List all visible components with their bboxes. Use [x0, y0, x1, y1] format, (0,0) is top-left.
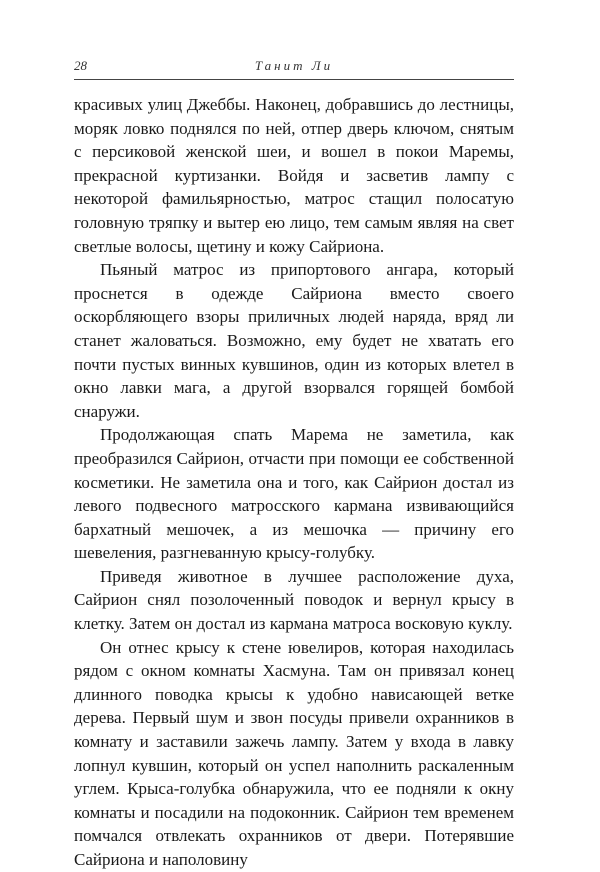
paragraph: Продолжающая спать Марема не заметила, как преобразился Сайрион, отчасти при помощи ее собственной косметики. Не заметила она и того, как Сайрион достал из левого подвесного матросского кармана извивающийся бархатный мешочек, а из мешочка — причину его шевеления, разгневанную крысу-голубку.: [74, 425, 514, 563]
paragraph-continued: красивых улиц Джеббы. Наконец, добравшись до лестницы, моряк ловко поднялся по ней, отпер дверь ключом, снятым с персиковой женской шеи, и вошел в покои Маремы, прекрасной куртизанки. Войдя и засветив лампу с некоторой фамильярностью, матрос стащил полосатую головную тряпку и вытер ею лицо, тем самым являя на свет светлые волосы, щетину и кожу Сайриона.: [74, 95, 514, 256]
paragraph: Пьяный матрос из припортового ангара, который проснется в одежде Сайриона вместо своего оскорбляющего взоры приличных людей наряда, вряд ли станет жаловаться. Возможно, ему будет не хватать его почти пустых винных кувшинов, один из которых влетел в окно лавки мага, а другой взорвался горящей бомбой снаружи.: [74, 260, 514, 421]
running-header: [74, 58, 514, 78]
body-text: [74, 93, 514, 872]
paragraph: Приведя животное в лучшее расположение духа, Сайрион снял позолоченный поводок и вернул крысу в клетку. Затем он достал из кармана матроса восковую куклу.: [74, 566, 514, 634]
running-title-author: Танит Ли: [254, 58, 334, 73]
paragraph: Он отнес крысу к стене ювелиров, которая находилась рядом с окном комнаты Хасмуна. Там он привязал конец длинного поводка крысы к удобно нависающей ветке дерева. Первый шум и звон посуды привели охранников в комнату и заставили зажечь лампу. Затем у входа в лавку лопнул кувшин, который он успел наполнить раскаленным углем. Крыса-голубка обнаружила, что ее подняли к окну комнаты и посадили на подоконник. Сайрион тем временем помчался отвлекать охранников от двери. Потерявшие Сайриона и наполовину: [74, 637, 514, 869]
page-number: 28: [74, 58, 87, 73]
header-rule: [74, 79, 514, 80]
